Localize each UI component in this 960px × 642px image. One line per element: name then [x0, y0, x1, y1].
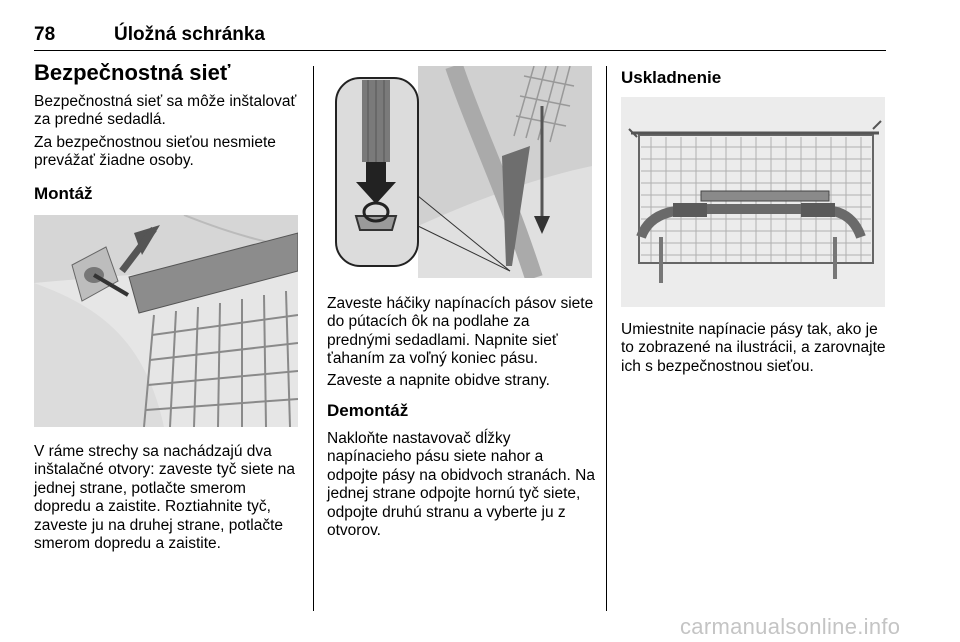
figure-floor-anchor-illustration [334, 66, 592, 278]
paragraph-removal: Nakloňte nastavovač dĺžky napínacieho pásu siete nahor a odpojte pásy na obidvoch stranách. Na jednej strane odpojte hornú tyč siete, odpojte druhú stranu a vyberte ju z otvorov. [327, 430, 595, 540]
page-header [34, 22, 886, 51]
paragraph-warning: Za bezpečnostnou sieťou nesmiete prevážať žiadne osoby. [34, 133, 276, 170]
figure-storage-illustration [621, 97, 885, 307]
paragraph-installation: V ráme strechy sa nachádzajú dva inštalačné otvory: zaveste tyč siete na jednej strane, potlačte smerom dopredu a zaistite. Roztiahnite tyč, zaveste ju na druhej strane, potlačte smerom dopredu a zaistite. [34, 443, 296, 553]
figure-roof-mount-illustration [34, 215, 298, 427]
subheading-installation: Montáž [34, 183, 93, 203]
paragraph-intro: Bezpečnostná sieť sa môže inštalovať za predné sedadlá. [34, 93, 297, 129]
section-heading-storage: Uskladnenie [621, 68, 722, 87]
section-heading-safety-net: Bezpečnostná sieť [34, 60, 231, 85]
subheading-removal: Demontáž [327, 401, 409, 420]
column-divider-1 [313, 66, 314, 611]
page-number: 78 [34, 24, 56, 45]
running-title: Úložná schránka [114, 24, 265, 45]
paragraph-both-sides: Zaveste a napnite obidve strany. [327, 372, 550, 389]
paragraph-attach-hooks: Zaveste háčiky napínacích pásov siete do pútacích ôk na podlahe za prednými sedadlami. Napnite sieť ťahaním za voľný koniec pásu. [327, 295, 594, 368]
column-1 [34, 58, 299, 205]
watermark: carmanualsonline.info [680, 614, 901, 639]
column-divider-2 [606, 66, 607, 611]
paragraph-storage: Umiestnite napínacie pásy tak, ako je to zobrazené na ilustrácii, a zarovnajte ich s bezpečnostnou sieťou. [621, 321, 886, 375]
